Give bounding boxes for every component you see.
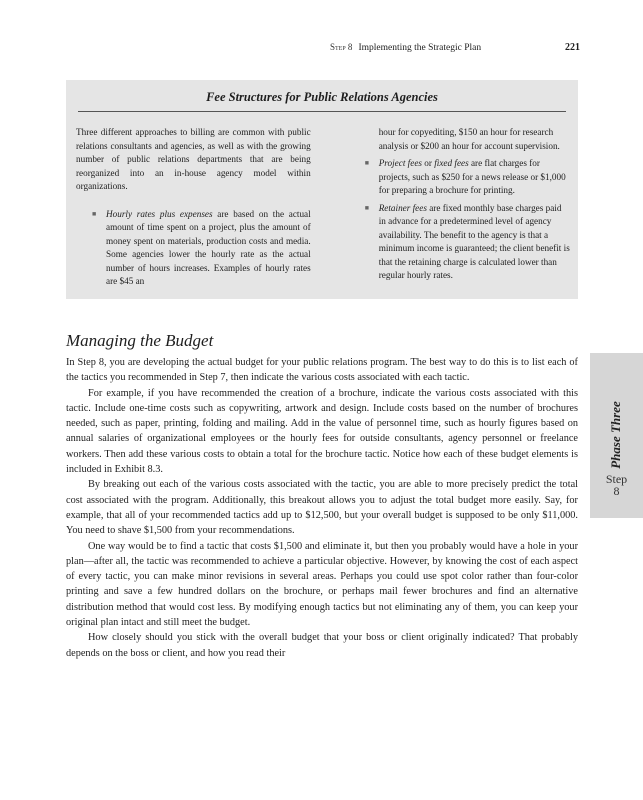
bullet-square-icon: ■: [92, 209, 97, 218]
page-number: 221: [565, 42, 580, 53]
running-head-step: Step 8: [330, 42, 353, 52]
step-number: 8: [613, 484, 620, 498]
fee-structures-sidebar: [66, 80, 578, 299]
paragraph: By breaking out each of the various costs associated with the tactic, you are able to more precisely predict the total cost associated with the program. Additionally, this breakout allows you to adjust the total budget more easily. Say, for example, that all of your recommended tactics add up to $12,500, but your overall budget is supposed to be only $11,000. You need to shave $1,500 from your recommendations.: [66, 479, 578, 537]
term-retainer-fees: Retainer fees: [378, 202, 427, 213]
hourly-rates-text: are based on the actual amount of time spent on a project, plus the amount of money spent on materials, production costs and media. Some agencies lower the hourly rate as the actual number of hours increases. Examples of hourly rates are $45 an: [106, 208, 311, 286]
retainer-fees-text: are fixed monthly base charges paid in advance for a predetermined level of agency availability. The benefit to the agency is that a minimum income is guaranteed; the client benefit is that the retaining charge is calculated lower than regular hourly rates.: [378, 202, 570, 280]
phase-tab: [590, 353, 643, 518]
project-or: or: [421, 158, 435, 168]
sidebar-columns: [74, 126, 570, 289]
paragraph: For example, if you have recommended the creation of a brochure, indicate the various costs associated with this tactic. Include one-time costs such as copywriting, artwork and design. Include costs based on the number of brochures needed, such as paper, printing, folding and mailing. Add in the value of personnel time, such as hourly figures based on annual salaries of organizational employees or the hourly fees for outside consultants, agency personnel or freelance workers. Then add these various costs to obtain a total for the brochure tactic. Notice how each of these budget elements is included in Exhibit 8.3.: [66, 387, 578, 476]
paragraph: In Step 8, you are developing the actual budget for your public relations program. The best way to do this is to list each of the tactics you recommended in Step 7, then indicate the various costs associated with each tactic.: [66, 357, 578, 384]
step-label: Step: [605, 472, 628, 486]
project-fees-text: are flat charges for projects, such as $250 for a news release or $1,000 for preparing a brochure for printing.: [378, 158, 566, 195]
sidebar-title: Fee Structures for Public Relations Agencies: [78, 90, 566, 112]
running-head-title: Implementing the Strategic Plan: [358, 43, 482, 53]
section-heading: Managing the Budget: [66, 331, 214, 350]
bullet-square-icon: ■: [364, 203, 369, 212]
hourly-rates-continued: hour for copyediting, $150 an hour for research analysis or $200 an hour for account supervision.: [378, 127, 560, 151]
sidebar-intro: Three different approaches to billing are common with public relations consultants and agencies, as well as with the growing number of public relations departments that are being reorganized into an in-house agency model within organizations.: [76, 127, 311, 191]
running-head: [330, 42, 580, 53]
phase-label: Phase Three: [608, 401, 623, 469]
bullet-retainer-fees: [363, 202, 570, 283]
sidebar-right-column: [363, 126, 570, 289]
bullet-square-icon: ■: [364, 159, 369, 167]
term-hourly-rates: Hourly rates plus expenses: [106, 208, 213, 219]
step-marker: [590, 473, 643, 497]
bullet-hourly-rates: [90, 208, 311, 289]
body-text: [66, 355, 578, 661]
paragraph: How closely should you stick with the overall budget that your boss or client originally indicated? That probably depends on the boss or client, and how you read their: [66, 632, 578, 659]
sidebar-left-column: [76, 126, 311, 289]
term-project-fees: Project fees: [378, 158, 422, 168]
bullet-project-fees: [363, 157, 570, 198]
paragraph: One way would be to find a tactic that costs $1,500 and eliminate it, but then you probably would have a hole in your plan—after all, the tactic was recommended to achieve a particular objective. However, by knowing the cost of each aspect of every tactic, you can make minor revisions in several areas. Perhaps you could use spot color rather than four-color printing and save a few hundred dollars on the brochure, or perhaps mail fewer brochures and find an alternative distribution method that would cost less. By modifying enough tactics but not eliminating any of them, you can keep your original plan intact and still meet the budget.: [66, 540, 578, 629]
term-fixed-fees: fixed fees: [434, 158, 469, 168]
